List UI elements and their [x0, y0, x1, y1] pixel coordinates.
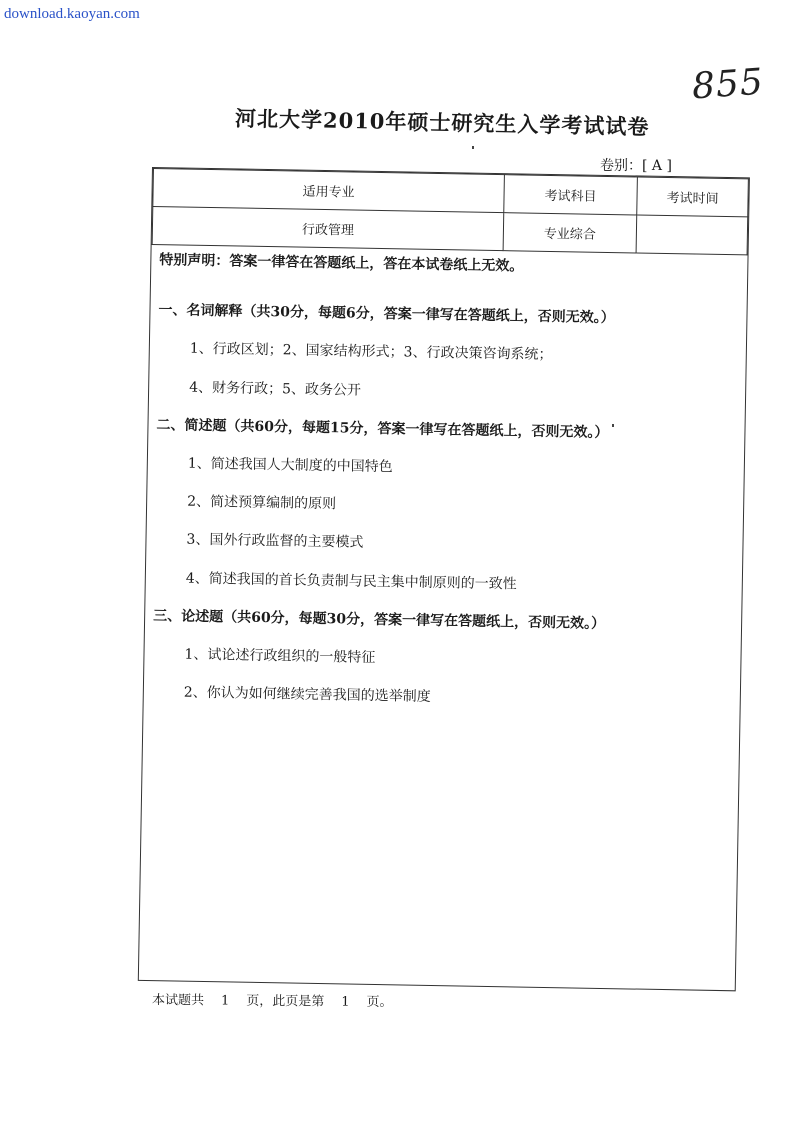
exam-title: 河北大学2010年硕士研究生入学考试试卷 [234, 105, 650, 140]
scan-speck [612, 424, 614, 427]
subject-value: 专业综合 [503, 213, 637, 253]
questions [144, 245, 748, 712]
question-item: 4、简述我国的首长负责制与民主集中制原则的一致性 [185, 570, 517, 592]
footer-prefix: 本试题共 [151, 992, 205, 1009]
question-item: 3、国外行政监督的主要模式 [186, 531, 364, 552]
watermark-text[interactable]: download.kaoyan.com [4, 6, 140, 22]
subject-label: 考试科目 [504, 175, 638, 215]
question-item: 2、你认为如何继续完善我国的选举制度 [183, 684, 431, 706]
page-footer [152, 989, 393, 1010]
question-item: 2、简述预算编制的原则 [187, 493, 337, 513]
time-label: 考试时间 [637, 177, 749, 217]
section-title: 三、论述题（共60分，每题30分，答案一律写在答题纸上，否则无效。） [153, 607, 606, 632]
section-title: 一、名词解释（共30分，每题6分，答案一律写在答题纸上，否则无效。） [158, 302, 615, 327]
scan-speck [472, 146, 474, 149]
footer-middle: 页，此页是第 [246, 993, 325, 1010]
major-value: 行政管理 [152, 207, 504, 251]
handwritten-code: 855 [690, 61, 766, 108]
question-item: 1、行政区划；2、国家结构形式；3、行政决策咨询系统； [189, 341, 553, 364]
section-title: 二、简述题（共60分，每题15分，答案一律写在答题纸上，否则无效。） [156, 416, 609, 441]
paper-type: 卷别：[ A ] [600, 158, 672, 174]
exam-sheet [138, 167, 750, 991]
question-item: 4、财务行政；5、政务公开 [189, 379, 362, 399]
time-value [636, 215, 748, 255]
special-notice: 特别声明：答案一律答在答题纸上，答在本试卷纸上无效。 [159, 252, 524, 275]
question-item: 1、简述我国人大制度的中国特色 [187, 455, 393, 476]
question-item: 1、试论述行政组织的一般特征 [184, 646, 376, 666]
major-label: 适用专业 [153, 169, 505, 213]
header-table [152, 168, 749, 255]
footer-suffix: 页。 [366, 994, 393, 1011]
current-page: 1 [341, 994, 350, 1010]
total-pages: 1 [220, 993, 230, 1009]
